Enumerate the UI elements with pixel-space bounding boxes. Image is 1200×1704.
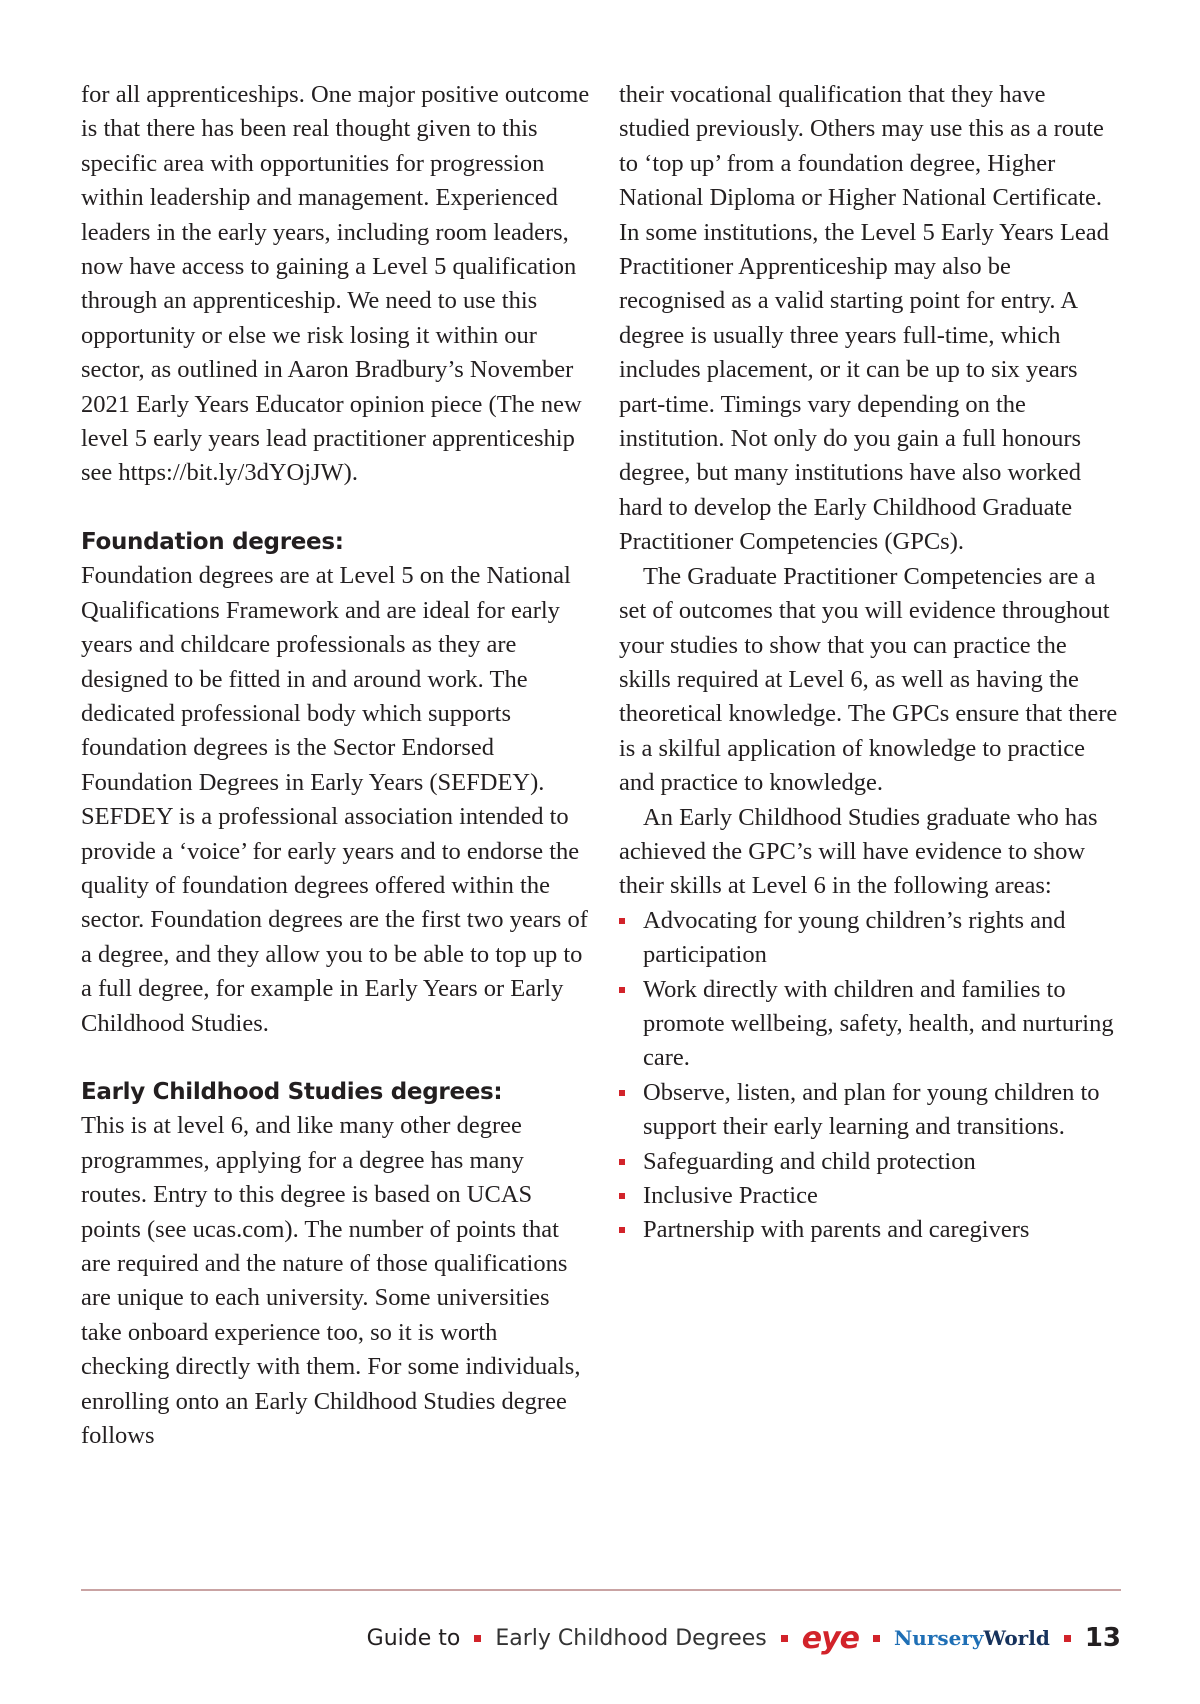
list-item	[619, 1213, 1119, 1247]
ecs-degrees-paragraph: This is at level 6, and like many other degree programmes, applying for a degree has many routes. Entry to this degree is based on UCAS points (see ucas.com). The number of points that are required and the nature of those qualifications are unique to each university. Some universities take onboard experience too, so it is worth checking directly with them. For some individuals, enrolling onto an Early Childhood Studies degree follows	[81, 1112, 581, 1450]
list-item-text: Observe, listen, and plan for young children to support their early learning and transitions.	[643, 1078, 1100, 1141]
spacer	[81, 491, 591, 525]
nursery-logo-part: Nursery	[894, 1625, 984, 1650]
nursery-world-logo	[894, 1626, 1050, 1651]
ecs-degrees-heading: Early Childhood Studies degrees:	[81, 1078, 503, 1105]
bullet-icon	[619, 1193, 625, 1199]
footer-guide-label: Guide to	[366, 1625, 461, 1651]
bullet-icon	[619, 987, 625, 993]
vocational-paragraph: their vocational qualification that they have studied previously. Others may use this as a route to ‘top up’ from a foundation degree, Higher National Diploma or Higher National Certificate. In some institutions, the Level 5 Early Years Lead Practitioner Apprenticeship may also be recognised as a valid starting point for entry. A degree is usually three years full-time, which includes placement, or it can be up to six years part-time. Timings vary depending on the institution. Not only do you gain a full honours degree, but many institutions have also worked hard to develop the Early Childhood Graduate Practitioner Competencies (GPCs).	[619, 81, 1109, 556]
separator-icon	[781, 1635, 788, 1642]
list-item-text: Advocating for young children’s rights and participation	[643, 906, 1066, 969]
footer-guide-title: Early Childhood Degrees	[495, 1625, 767, 1651]
bullet-icon	[619, 1159, 625, 1165]
skills-list	[619, 904, 1119, 1248]
list-item-text: Partnership with parents and caregivers	[643, 1216, 1030, 1244]
page-number: 13	[1084, 1623, 1121, 1653]
graduate-paragraph: An Early Childhood Studies graduate who has achieved the GPC’s will have evidence to show their skills at Level 6 in the following areas:	[619, 803, 1098, 900]
list-item	[619, 904, 1119, 973]
footer-divider	[81, 1589, 1121, 1591]
page-footer	[367, 1618, 1121, 1658]
bullet-icon	[619, 918, 625, 924]
foundation-degrees-heading: Foundation degrees:	[81, 528, 344, 555]
left-column	[81, 78, 591, 1453]
foundation-degrees-paragraph: Foundation degrees are at Level 5 on the National Qualifications Framework and are ideal for early years and childcare professionals as they are designed to be fitted in and around work. The dedicated professional body which supports foundation degrees is the Sector Endorsed Foundation Degrees in Early Years (SEFDEY). SEFDEY is a professional association intended to provide a ‘voice’ for early years and to endorse the quality of foundation degrees offered within the sector. Foundation degrees are the first two years of a degree, and they allow you to be able to top up to a full degree, for example in Early Years or Early Childhood Studies.	[81, 562, 588, 1037]
list-item	[619, 1179, 1119, 1213]
separator-icon	[873, 1635, 880, 1642]
list-item-text: Work directly with children and families to promote wellbeing, safety, health, and nurturing care.	[643, 975, 1114, 1072]
spacer	[81, 1041, 591, 1075]
separator-icon	[1064, 1635, 1071, 1642]
list-item	[619, 1145, 1119, 1179]
bullet-icon	[619, 1090, 625, 1096]
bullet-icon	[619, 1227, 625, 1233]
eye-logo: eye	[801, 1620, 859, 1656]
right-column	[619, 78, 1119, 1248]
intro-paragraph: for all apprenticeships. One major positive outcome is that there has been real thought given to this specific area with opportunities for progression within leadership and management. Experienced leaders in the early years, including room leaders, now have access to gaining a Level 5 qualification through an apprenticeship. We need to use this opportunity or else we risk losing it within our sector, as outlined in Aaron Bradbury’s November 2021 Early Years Educator opinion piece (The new level 5 early years lead practitioner apprenticeship see https://bit.ly/3dYOjJW).	[81, 81, 590, 487]
list-item-text: Safeguarding and child protection	[643, 1147, 976, 1175]
list-item	[619, 973, 1119, 1076]
separator-icon	[474, 1635, 481, 1642]
list-item-text: Inclusive Practice	[643, 1182, 818, 1209]
gpc-paragraph: The Graduate Practitioner Competencies are a set of outcomes that you will evidence throughout your studies to show that you can practice the skills required at Level 6, as well as having the theoretical knowledge. The GPCs ensure that there is a skilful application of knowledge to practice and practice to knowledge.	[619, 562, 1118, 797]
list-item	[619, 1076, 1119, 1145]
world-logo-part: World	[983, 1625, 1050, 1650]
